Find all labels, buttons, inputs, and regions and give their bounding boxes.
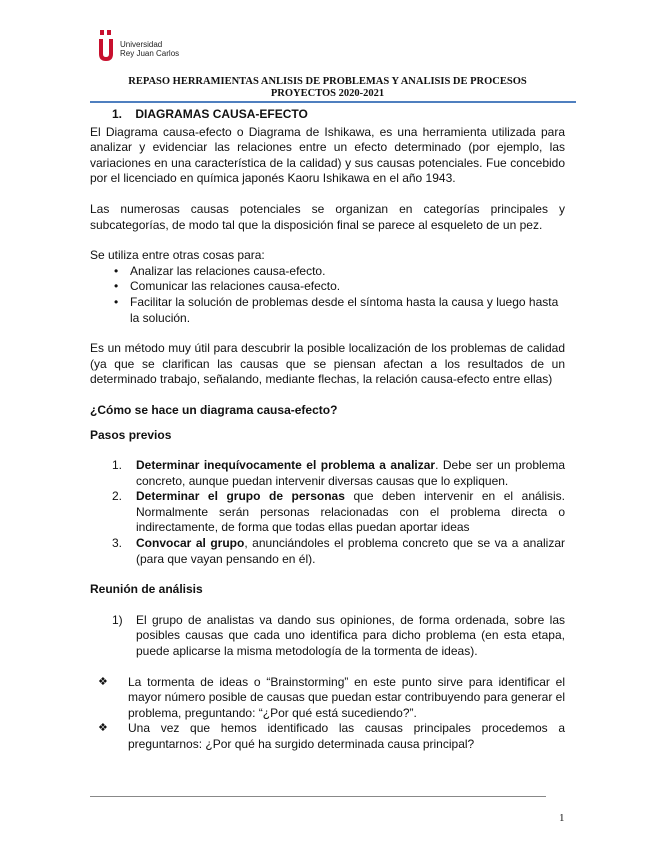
page-number: 1 [559,812,565,824]
step-number: 2. [112,489,123,504]
step-bold: Convocar al grupo [136,536,245,551]
footer-rule [90,796,546,797]
uses-list [90,264,565,326]
step-number: 3. [112,536,123,551]
list-item [90,675,565,722]
question-heading: ¿Cómo se hace un diagrama causa-efecto? [90,402,338,417]
section-title: DIAGRAMAS CAUSA-EFECTO [135,107,308,121]
document-body [90,107,565,753]
uses-intro: Se utiliza entre otras cosas para: [90,248,265,263]
paragraph-intro: El Diagrama causa-efecto o Diagrama de Ishikawa, es una herramienta utilizada para analizar y evidenciar las relaciones entre un efecto determinado (por ejemplo, las variaciones en una característica de la calidad) y sus causas potenciales. Fue concebido por el licenciado en química japonés Kaoru Ishikawa en el año 1943. [90,124,565,186]
title-line-1: REPASO HERRAMIENTAS ANLISIS DE PROBLEMAS Y ANALISIS DE PROCESOS [128,76,527,87]
list-item: • Comunicar las relaciones causa-efecto. [112,279,565,295]
logo-line-2: Rey Juan Carlos [120,49,180,58]
list-item [112,613,565,660]
diamond-bullet-icon: ❖ [98,722,108,735]
step-bold: Determinar inequívocamente el problema a analizar [136,458,436,473]
title-line-2: PROYECTOS 2020-2021 [270,88,385,99]
list-item [112,536,565,567]
prev-steps-heading: Pasos previos [90,427,172,442]
prev-steps-list [90,458,565,567]
step-text: que deben intervenir en el análisis. Normalmente serán personas relacionadas con el problema directa o indirectamente, de forma que todas ellas puedan aportar ideas [136,489,565,535]
document-title [90,76,565,100]
list-item: • Facilitar la solución de problemas desde el síntoma hasta la causa y luego hasta la solución. [112,295,565,326]
item-text: La tormenta de ideas o “Brainstorming” en este punto sirve para identificar el mayor número posible de causas que puedan estar contribuyendo para generar el problema, preguntando: “¿Por qué está sucediendo?”. [128,674,565,720]
step-text: . Debe ser un problema concreto, aunque puedan intervenir diversas causas que lo expliquen. [136,458,566,488]
step-text: , anunciándoles el problema concreto que se va a analizar (para que vayan pensando en él). [136,536,565,566]
list-item: • Analizar las relaciones causa-efecto. [112,264,565,280]
step-bold: Determinar el grupo de personas [136,489,345,504]
item-number: 1) [112,612,123,627]
section-heading [112,107,565,123]
title-underline [90,101,576,103]
item-text: Una vez que hemos identificado las causas principales procedemos a preguntarnos: ¿Por qué ha surgido determinada causa principal? [128,721,565,751]
logo-text [120,40,179,58]
paragraph-categories: Las numerosas causas potenciales se organizan en categorías principales y subcategorías, de modo tal que la disposición final se parece al esqueleto de un pez. [90,201,565,232]
list-item [90,721,565,752]
university-logo [96,30,179,64]
item-text: El grupo de analistas va dando sus opiniones, de forma ordenada, sobre las posibles causas que cada uno identifica para dicho problema (en esta etapa, puede aplicarse la misma metodología de la tormenta de ideas). [136,612,565,659]
urjc-logo-icon [96,30,116,62]
list-item [112,458,565,489]
step-number: 1. [112,458,123,473]
logo-line-1: Universidad [120,40,163,49]
meeting-heading: Reunión de análisis [90,582,203,597]
paragraph-method: Es un método muy útil para descubrir la posible localización de los problemas de calidad (ya que se clarifican las causas que se piensan afectan a los resultados de un determinado trabajo, señalando, mediante flechas, la relación causa-efecto entre ellas) [90,341,565,387]
section-number: 1. [112,107,123,121]
list-item [112,489,565,536]
diamond-bullet-icon: ❖ [98,675,108,688]
